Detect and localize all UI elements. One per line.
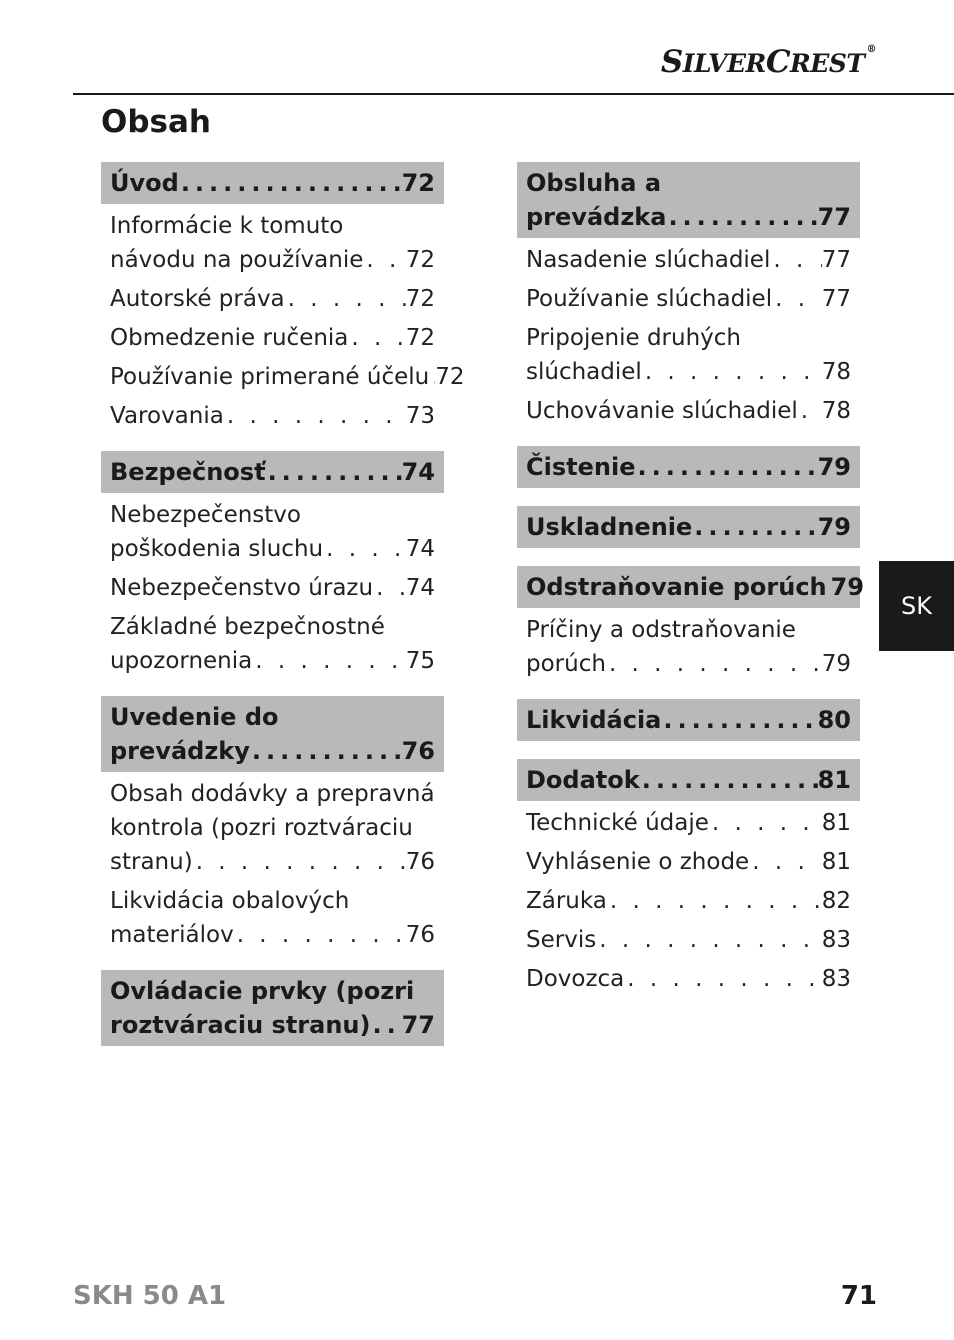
dot-leader — [798, 394, 822, 428]
entry-row — [110, 845, 435, 879]
entry-title: Nebezpečenstvo úrazu — [110, 575, 374, 601]
toc-section-header — [517, 162, 860, 238]
section-title-row — [526, 570, 865, 604]
entry-row — [526, 355, 851, 389]
entry-title: Záruka — [526, 888, 607, 914]
section-title-row — [526, 510, 851, 544]
section-title: Čistenie — [526, 453, 636, 481]
entry-page: 72 — [405, 247, 435, 273]
entry-page: 78 — [821, 359, 851, 385]
section-title-row — [526, 450, 851, 484]
toc-section-header — [101, 162, 444, 204]
entry-text-line: Obsah dodávky a prepravná — [110, 781, 435, 807]
entry-title: upozornenia — [110, 648, 253, 674]
entry-title: poškodenia sluchu — [110, 536, 324, 562]
section-page: 76 — [401, 737, 435, 765]
section-page: 81 — [817, 766, 851, 794]
dot-leader — [606, 647, 822, 681]
toc-entry — [517, 845, 860, 879]
dot-leader — [640, 763, 818, 797]
entry-title: Uchovávanie slúchadiel — [526, 398, 798, 424]
section-title: Odstraňovanie porúch — [526, 573, 827, 601]
toc-section-header — [101, 451, 444, 493]
model-number: SKH 50 A1 — [73, 1281, 227, 1311]
dot-leader — [749, 845, 822, 879]
section-title-row — [526, 763, 851, 797]
dot-leader — [363, 243, 405, 277]
brand-logo — [661, 44, 876, 80]
section-title-line: Obsluha a — [526, 169, 662, 197]
entry-title: Autorské práva — [110, 286, 285, 312]
entry-row — [526, 394, 851, 428]
entry-page: 72 — [405, 325, 435, 351]
entry-page: 72 — [405, 286, 435, 312]
section-title: Dodatok — [526, 766, 640, 794]
entry-text-line: Likvidácia obalových — [110, 888, 350, 914]
entry-row — [526, 647, 851, 681]
toc-entry — [101, 399, 444, 433]
toc-left-column — [101, 162, 465, 1064]
section-title-row — [110, 455, 435, 489]
toc-section — [101, 451, 444, 678]
entry-row — [110, 644, 435, 678]
section-page: 77 — [817, 203, 851, 231]
entry-row — [110, 918, 435, 952]
dot-leader — [370, 1008, 401, 1042]
page-number: 71 — [840, 1281, 877, 1311]
toc-section-header — [101, 970, 444, 1046]
language-tab: SK — [879, 561, 954, 651]
dot-leader — [770, 243, 821, 277]
section-title: prevádzka — [526, 203, 667, 231]
entry-page: 79 — [821, 651, 851, 677]
toc-entry — [101, 498, 444, 566]
entry-title: Obmedzenie ručenia — [110, 325, 349, 351]
dot-leader — [373, 571, 406, 605]
dot-leader — [179, 166, 402, 200]
entry-row — [526, 845, 851, 879]
toc-section-header — [517, 699, 860, 741]
entry-title: Používanie slúchadiel — [526, 286, 773, 312]
toc-section — [101, 970, 444, 1046]
entry-row — [110, 571, 435, 605]
entry-title: Varovania — [110, 403, 224, 429]
dot-leader — [266, 455, 402, 489]
toc-entry — [517, 613, 860, 681]
brand-letters: REST — [790, 49, 865, 78]
section-page: 74 — [401, 458, 435, 486]
entry-page: 83 — [821, 966, 851, 992]
section-page: 72 — [401, 169, 435, 197]
brand-letter: C — [765, 44, 790, 80]
dot-leader — [635, 450, 817, 484]
entry-page: 83 — [821, 927, 851, 953]
section-title-row — [110, 734, 435, 768]
section-title: Bezpečnosť — [110, 458, 266, 486]
entry-text-line: Pripojenie druhých — [526, 325, 741, 351]
dot-leader — [642, 355, 822, 389]
dot-leader — [709, 806, 822, 840]
entry-page: 72 — [435, 364, 465, 390]
brand-letter: S — [660, 44, 683, 80]
entry-row — [526, 962, 851, 996]
section-page: 79 — [817, 513, 851, 541]
entry-page: 74 — [405, 536, 435, 562]
entry-row — [110, 399, 435, 433]
section-title-row — [110, 166, 435, 200]
toc-entry — [101, 777, 444, 879]
toc-entry — [101, 321, 444, 355]
entry-page: 82 — [821, 888, 851, 914]
entry-title: slúchadiel — [526, 359, 642, 385]
dot-leader — [224, 399, 406, 433]
toc-entry — [517, 394, 860, 428]
section-title: Likvidácia — [526, 706, 662, 734]
toc-section — [517, 162, 860, 428]
section-title: Úvod — [110, 169, 179, 197]
entry-text-line: Príčiny a odstraňovanie — [526, 617, 796, 643]
entry-title: Dovozca — [526, 966, 625, 992]
section-page: 80 — [817, 706, 851, 734]
entry-row — [526, 923, 851, 957]
toc-section — [517, 506, 860, 548]
toc-section — [517, 446, 860, 488]
dot-leader — [692, 510, 817, 544]
dot-leader — [666, 200, 817, 234]
toc-entry — [101, 610, 444, 678]
toc-entry — [101, 360, 465, 394]
entry-title: porúch — [526, 651, 606, 677]
toc-section-header — [517, 506, 860, 548]
entry-text-line: Informácie k tomuto — [110, 213, 344, 239]
entry-row — [526, 282, 851, 316]
entry-row — [110, 243, 435, 277]
toc-entry — [517, 243, 860, 277]
entry-page: 76 — [405, 849, 435, 875]
toc-section-header — [517, 759, 860, 801]
toc-section-header — [101, 696, 444, 772]
dot-leader — [250, 734, 402, 768]
dot-leader — [607, 884, 822, 918]
dot-leader — [348, 321, 405, 355]
entry-text-line: Nebezpečenstvo — [110, 502, 301, 528]
entry-title: návodu na používanie — [110, 247, 364, 273]
toc-entry — [101, 571, 444, 605]
section-page: 77 — [401, 1011, 435, 1039]
toc-entry — [517, 282, 860, 316]
entry-title: Nasadenie slúchadiel — [526, 247, 771, 273]
section-page: 79 — [830, 573, 865, 601]
toc-right-column — [517, 162, 865, 1014]
entry-page: 76 — [405, 922, 435, 948]
dot-leader — [661, 703, 817, 737]
toc-section-header — [517, 446, 860, 488]
dot-leader — [234, 918, 406, 952]
toc-section — [517, 566, 865, 681]
entry-title: Technické údaje — [526, 810, 709, 836]
toc-section — [101, 162, 465, 433]
section-title-line: Ovládacie prvky (pozri — [110, 977, 415, 1005]
entry-page: 77 — [821, 286, 851, 312]
dot-leader — [252, 644, 405, 678]
page-title: Obsah — [101, 104, 211, 140]
dot-leader — [772, 282, 822, 316]
entry-title: materiálov — [110, 922, 234, 948]
entry-page: 73 — [405, 403, 435, 429]
entry-row — [110, 532, 435, 566]
toc-entry — [101, 282, 444, 316]
toc-entry — [517, 884, 860, 918]
entry-title: Vyhlásenie o zhode — [526, 849, 750, 875]
toc-entry — [517, 923, 860, 957]
entry-row — [526, 243, 851, 277]
section-title-row — [526, 703, 851, 737]
entry-title: stranu) — [110, 849, 193, 875]
dot-leader — [193, 845, 406, 879]
section-title: roztváraciu stranu) — [110, 1011, 371, 1039]
entry-row — [526, 884, 851, 918]
entry-row — [526, 806, 851, 840]
entry-text-line: kontrola (pozri roztváraciu — [110, 815, 413, 841]
dot-leader — [285, 282, 406, 316]
entry-page: 81 — [821, 810, 851, 836]
toc-entry — [517, 321, 860, 389]
section-page: 79 — [817, 453, 851, 481]
section-title: prevádzky — [110, 737, 250, 765]
dot-leader — [323, 532, 406, 566]
entry-page: 77 — [821, 247, 851, 273]
entry-title: Používanie primerané účelu — [110, 364, 430, 390]
toc-entry — [101, 209, 444, 277]
entry-page: 74 — [405, 575, 435, 601]
entry-row — [110, 360, 465, 394]
header-rule — [73, 93, 954, 95]
toc-section — [101, 696, 444, 952]
dot-leader — [624, 962, 821, 996]
toc-entry — [517, 806, 860, 840]
toc-section — [517, 699, 860, 741]
dot-leader — [596, 923, 822, 957]
entry-row — [110, 282, 435, 316]
toc-entry — [517, 962, 860, 996]
section-title-line: Uvedenie do — [110, 703, 279, 731]
section-title-row — [526, 200, 851, 234]
entry-row — [110, 321, 435, 355]
registered-mark: ® — [866, 44, 876, 55]
entry-page: 81 — [821, 849, 851, 875]
brand-letters: ILVER — [682, 49, 766, 78]
entry-page: 75 — [405, 648, 435, 674]
toc-entry — [101, 884, 444, 952]
entry-text-line: Základné bezpečnostné — [110, 614, 385, 640]
entry-title: Servis — [526, 927, 597, 953]
entry-page: 78 — [821, 398, 851, 424]
section-title: Uskladnenie — [526, 513, 693, 541]
section-title-row — [110, 1008, 435, 1042]
toc-section — [517, 759, 860, 996]
toc-section-header — [517, 566, 865, 608]
